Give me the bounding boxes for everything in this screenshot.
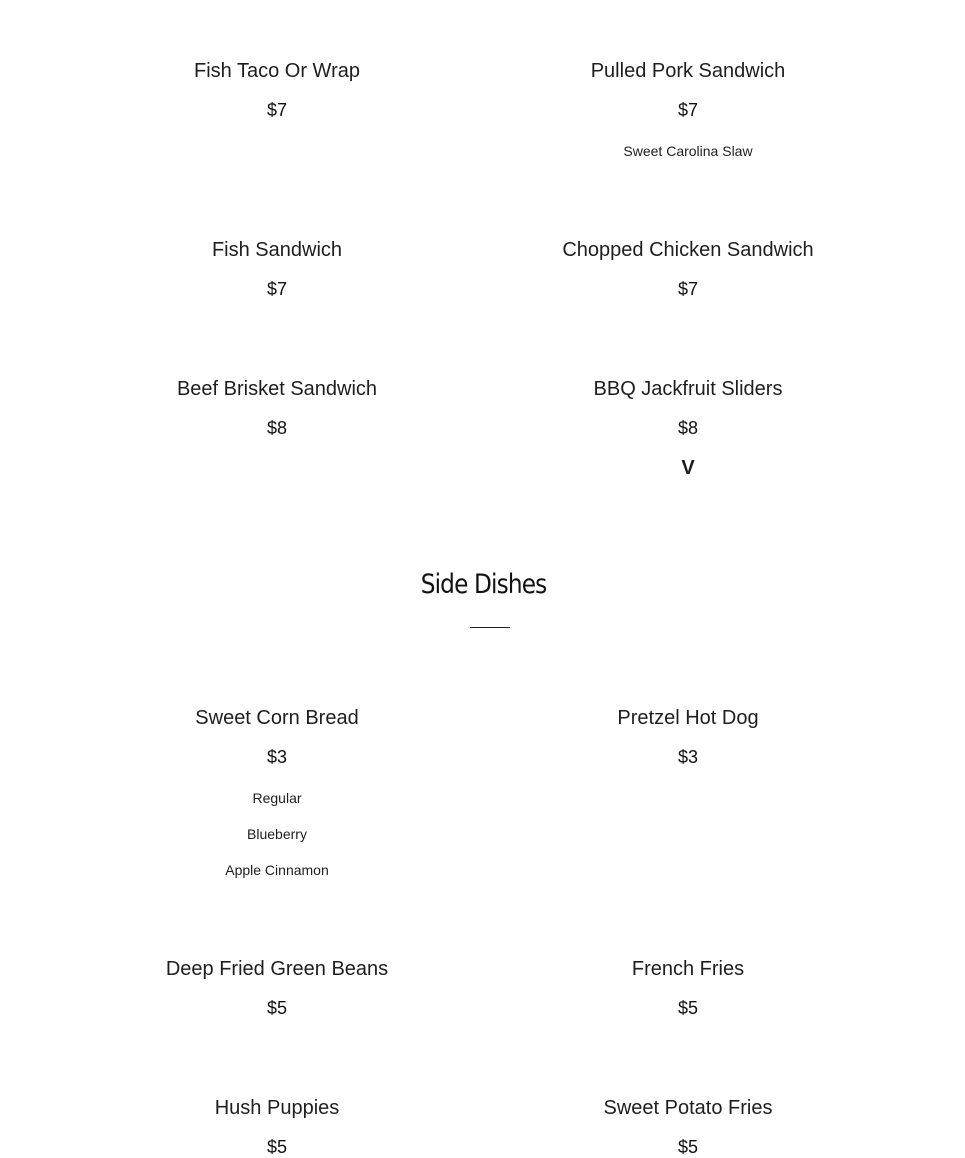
menu-item [478,1096,898,1158]
menu-item-name: Chopped Chicken Sandwich [562,239,814,261]
menu-item [478,957,898,1019]
menu-item-name: French Fries [631,958,745,980]
menu-item [478,238,898,300]
vegan-mark: V [681,457,695,479]
menu-item-price: $5 [266,998,288,1018]
menu-item-option: Apple Cinnamon [225,862,329,878]
menu-item-price: $7 [677,100,699,120]
menu-item-price: $5 [677,1137,699,1157]
menu-item [67,706,487,879]
menu-item [478,706,898,768]
section-divider [470,627,510,628]
menu-item [67,238,487,300]
menu-item-price: $5 [677,998,699,1018]
menu-item-option: Sweet Carolina Slaw [623,143,753,159]
menu-item-name: Deep Fried Green Beans [165,958,389,980]
menu-item-price: $3 [266,747,288,767]
menu-item [478,59,898,160]
menu-item [67,377,487,439]
menu-item-name: Fish Taco Or Wrap [194,60,360,82]
menu-item-price: $5 [266,1137,288,1157]
section-title: Side Dishes [420,569,547,600]
menu-item [67,957,487,1019]
menu-item-name: Sweet Potato Fries [603,1097,773,1119]
menu-item-price: $3 [677,747,699,767]
menu-item-option: Blueberry [247,826,307,842]
menu-item [67,1096,487,1158]
menu-item-price: $7 [266,279,288,299]
menu-item-name: Sweet Corn Bread [195,707,359,729]
menu-item-price: $8 [266,418,288,438]
menu-item-name: Fish Sandwich [211,239,343,261]
menu-item-price: $7 [266,100,288,120]
menu-item-name: Hush Puppies [214,1097,340,1119]
menu-item-option: Regular [252,790,302,806]
menu-item-name: Pulled Pork Sandwich [590,60,786,82]
menu-item-name: Beef Brisket Sandwich [176,378,378,400]
menu-item-price: $8 [677,418,699,438]
menu-item [478,377,898,478]
menu-item-name: Pretzel Hot Dog [617,707,759,729]
menu-item-name: BBQ Jackfruit Sliders [593,378,783,400]
menu-item [67,59,487,121]
menu-item-price: $7 [677,279,699,299]
